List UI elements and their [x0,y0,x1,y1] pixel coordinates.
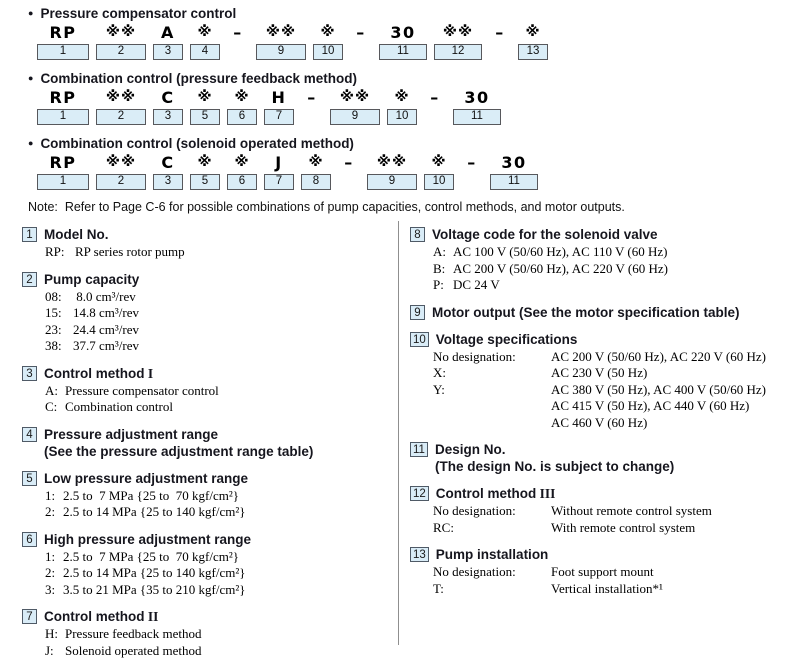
digit-position-box: 7 [264,174,294,190]
item-line-value: 24.4 cm³/rev [73,322,139,339]
item-header [410,441,789,475]
code-section [28,135,789,190]
item-body [433,349,789,432]
item-line-label: 2: [45,504,63,521]
code-separator [350,24,372,60]
code-segment [330,89,380,125]
item-line-value: AC 415 V (50 Hz), AC 440 V (60 Hz) [551,398,749,415]
item-line-value: Pressure feedback method [65,626,201,643]
item-line-label: J: [45,643,65,659]
item-line-value: AC 100 V (50/60 Hz), AC 110 V (60 Hz) [453,244,668,261]
item-titles [436,546,549,563]
item-title-text: Pressure adjustment range [44,427,218,442]
dash-glyph: – [307,89,317,106]
code-char: J [275,154,282,171]
item-title-text: Control method [44,609,145,624]
item-title [436,485,556,502]
digit-position-box: 5 [190,109,220,125]
item-line-label: 1: [45,488,63,505]
item-line [433,261,789,278]
explanation-item-9 [410,304,789,321]
item-titles [432,304,740,321]
item-title-text: Pump capacity [44,272,139,287]
digit-position-box: 11 [453,109,501,125]
code-separator [489,24,511,60]
digit-position-box: 2 [96,44,146,60]
code-char: ※※ [106,154,136,171]
code-section-title-row [28,5,789,22]
item-line [45,565,392,582]
item-title-text: Control method [44,366,145,381]
bullet-icon: ● [28,70,33,87]
code-segment [518,24,548,60]
item-titles [44,531,251,548]
item-line [45,322,392,339]
digit-position-box: 12 [434,44,482,60]
item-line [45,289,392,306]
item-title-text: Low pressure adjustment range [44,471,248,486]
item-title [436,331,578,348]
explanation-item-11 [410,441,789,475]
item-number-marker: 12 [410,486,429,501]
code-separator [338,154,360,190]
code-char: ※ [394,89,409,106]
item-titles [436,485,556,502]
item-number-marker: 9 [410,305,425,320]
digit-position-box: 4 [190,44,220,60]
item-line-label: A: [433,244,453,261]
code-segment [387,89,417,125]
item-title-text: Control method [436,486,537,501]
explanation-item-3 [22,365,392,416]
item-header [22,271,392,288]
model-code-row [37,24,789,60]
code-char: ※※ [266,24,296,41]
item-line-value: Vertical installation*¹ [551,581,663,598]
digit-position-box: 6 [227,109,257,125]
digit-position-box: 10 [313,44,343,60]
item-line-value: Pressure compensator control [65,383,219,400]
item-line [433,277,789,294]
item-line-value: Without remote control system [551,503,712,520]
item-titles [435,441,674,475]
item-line-label: B: [433,261,453,278]
item-line-label [433,398,551,415]
code-char: ※※ [443,24,473,41]
code-char: ※ [525,24,540,41]
code-char: ※ [234,154,249,171]
digit-position-box: 1 [37,174,89,190]
code-segment [37,154,89,190]
item-line-value: 37.7 cm³/rev [73,338,139,355]
item-title [44,365,153,382]
item-line-value: AC 200 V (50/60 Hz), AC 220 V (60 Hz) [551,349,766,366]
code-segment [227,89,257,125]
code-char: RP [49,24,76,41]
item-body [45,383,392,416]
explanation-item-2 [22,271,392,355]
item-line-value: 2.5 to 14 MPa {25 to 140 kgf/cm²} [63,565,245,582]
item-line-label: 3: [45,582,63,599]
code-char: ※※ [106,24,136,41]
item-line-label: No designation: [433,349,551,366]
item-line-value: 2.5 to 14 MPa {25 to 140 kgf/cm²} [63,504,245,521]
item-line-label: 23: [45,322,73,339]
item-title-text: Motor output (See the motor specification table) [432,305,740,320]
digit-position-box: 3 [153,109,183,125]
code-segment [190,154,220,190]
bullet-icon: ● [28,5,33,22]
item-header [22,531,392,548]
item-title [435,441,674,458]
item-header [410,485,789,502]
item-title-text: Pump installation [436,547,549,562]
item-title-text: Design No. [435,442,506,457]
code-segment [434,24,482,60]
dash-glyph: – [467,154,477,171]
item-line [45,399,392,416]
explanation-item-5 [22,470,392,521]
item-line-value: Solenoid operated method [65,643,201,659]
code-segment [96,154,146,190]
item-title-text: High pressure adjustment range [44,532,251,547]
item-line-label: H: [45,626,65,643]
item-line-value: AC 380 V (50 Hz), AC 400 V (50/60 Hz) [551,382,766,399]
explanation-item-1 [22,226,392,261]
item-titles [432,226,658,243]
code-segment [490,154,538,190]
digit-position-box: 9 [367,174,417,190]
item-line [45,305,392,322]
code-char: ※ [320,24,335,41]
item-line [45,338,392,355]
code-char: ※ [197,24,212,41]
item-body [433,564,789,597]
code-char: 30 [464,89,489,106]
code-sections [28,5,789,190]
item-titles [44,426,313,460]
item-title [44,470,248,487]
item-titles [436,331,578,348]
code-segment [96,89,146,125]
code-segment [190,89,220,125]
item-header [22,226,392,243]
code-section [28,5,789,60]
note-text: Note: Refer to Page C-6 for possible combinations of pump capacities, control methods, and motor outputs. [28,200,789,214]
code-segment [301,154,331,190]
digit-position-box: 3 [153,174,183,190]
code-section [28,70,789,125]
item-line-label: No designation: [433,564,551,581]
code-char: ※※ [340,89,370,106]
item-line-label: RC: [433,520,551,537]
item-number-marker: 1 [22,227,37,242]
item-line [433,244,789,261]
item-header [22,608,392,625]
item-line [45,582,392,599]
digit-position-box: 8 [301,174,331,190]
code-segment [264,89,294,125]
item-line-label: C: [45,399,65,416]
item-title [44,271,139,288]
item-titles [44,226,109,243]
item-body [45,244,392,261]
item-title-roman-numeral: III [536,486,555,501]
item-header [22,470,392,487]
code-segment [153,154,183,190]
dash-glyph: – [344,154,354,171]
item-line-value: Foot support mount [551,564,654,581]
code-segment [190,24,220,60]
item-number-marker: 10 [410,332,429,347]
right-column [399,221,789,645]
item-line-value: 14.8 cm³/rev [73,305,139,322]
item-line [433,520,789,537]
code-segment [264,154,294,190]
item-line-label: 1: [45,549,63,566]
code-char: ※ [197,154,212,171]
digit-position-box: 9 [256,44,306,60]
item-number-marker: 13 [410,547,429,562]
item-line-value: AC 230 V (50 Hz) [551,365,647,382]
item-body [45,488,392,521]
code-segment [313,24,343,60]
item-titles [44,470,248,487]
item-line-value: AC 460 V (60 Hz) [551,415,647,432]
item-number-marker: 3 [22,366,37,381]
item-line-value: 3.5 to 21 MPa {35 to 210 kgf/cm²} [63,582,245,599]
code-segment [227,154,257,190]
item-line-value: With remote control system [551,520,695,537]
item-header [410,226,789,243]
code-char: C [161,89,174,106]
item-line [45,643,392,659]
item-title [436,546,549,563]
item-line [433,503,789,520]
item-line-label: RP: [45,244,75,261]
digit-position-box: 11 [379,44,427,60]
code-segment [367,154,417,190]
item-subtitle: (See the pressure adjustment range table) [44,443,313,460]
code-char: ※※ [377,154,407,171]
explanation-item-4 [22,426,392,460]
item-title [432,226,658,243]
digit-position-box: 10 [387,109,417,125]
digit-position-box: 9 [330,109,380,125]
digit-position-box: 2 [96,174,146,190]
model-code-row [37,89,789,125]
item-titles [44,608,158,625]
explanation-item-12 [410,485,789,536]
code-char: H [272,89,287,106]
item-line [433,398,789,415]
digit-position-box: 6 [227,174,257,190]
item-number-marker: 11 [410,442,428,457]
item-line-label: Y: [433,382,551,399]
item-body [45,549,392,599]
code-section-title: Combination control (pressure feedback method) [40,71,357,86]
item-line-label: 2: [45,565,63,582]
code-separator [461,154,483,190]
explanation-item-13 [410,546,789,597]
item-body [433,244,789,294]
item-line [433,564,789,581]
code-separator [424,89,446,125]
item-line [45,383,392,400]
item-line [45,488,392,505]
item-title [44,608,158,625]
code-char: ※※ [106,89,136,106]
dash-glyph: – [356,24,366,41]
code-char: ※ [431,154,446,171]
code-char: ※ [197,89,212,106]
code-char: ※ [308,154,323,171]
digit-position-box: 1 [37,44,89,60]
item-titles [44,365,153,382]
explanation-item-10 [410,331,789,432]
item-line-label: 15: [45,305,73,322]
item-line-label: 08: [45,289,73,306]
digit-position-box: 10 [424,174,454,190]
item-titles [44,271,139,288]
item-line [45,504,392,521]
item-title-text: Voltage specifications [436,332,578,347]
code-char: RP [49,89,76,106]
code-separator [227,24,249,60]
item-body [433,503,789,536]
item-line-value: 8.0 cm³/rev [73,289,136,306]
item-line-value: RP series rotor pump [75,244,185,261]
item-line [433,349,789,366]
item-number-marker: 7 [22,609,37,624]
bullet-icon: ● [28,135,33,152]
item-line-label [433,415,551,432]
code-char: A [161,24,175,41]
item-line-value: DC 24 V [453,277,500,294]
digit-position-box: 3 [153,44,183,60]
item-title [44,426,313,443]
model-code-row [37,154,789,190]
dash-glyph: – [430,89,440,106]
code-section-title-row [28,70,789,87]
code-segment [453,89,501,125]
item-line-label: No designation: [433,503,551,520]
code-segment [256,24,306,60]
digit-position-box: 13 [518,44,548,60]
left-column [0,221,399,645]
item-body [45,626,392,659]
item-line-value: AC 200 V (50/60 Hz), AC 220 V (60 Hz) [453,261,668,278]
code-segment [37,24,89,60]
item-number-marker: 6 [22,532,37,547]
item-header [22,365,392,382]
item-title-text: Model No. [44,227,109,242]
item-line [45,244,392,261]
code-segment [424,154,454,190]
explanation-columns [0,221,789,645]
item-body [45,289,392,355]
code-segment [153,89,183,125]
code-char: RP [49,154,76,171]
item-number-marker: 4 [22,427,37,442]
item-number-marker: 2 [22,272,37,287]
code-char: 30 [390,24,415,41]
digit-position-box: 5 [190,174,220,190]
digit-position-box: 7 [264,109,294,125]
item-header [22,426,392,460]
code-section-title: Pressure compensator control [40,6,236,21]
code-segment [153,24,183,60]
item-subtitle: (The design No. is subject to change) [435,458,674,475]
item-header [410,546,789,563]
item-title-roman-numeral: II [145,609,159,624]
item-line-label: A: [45,383,65,400]
dash-glyph: – [495,24,505,41]
item-title [44,226,109,243]
digit-position-box: 2 [96,109,146,125]
item-number-marker: 8 [410,227,425,242]
item-title [432,304,740,321]
digit-position-box: 1 [37,109,89,125]
item-line [433,415,789,432]
item-title-text: Voltage code for the solenoid valve [432,227,658,242]
explanation-item-6 [22,531,392,599]
code-segment [96,24,146,60]
item-header [410,331,789,348]
code-section-title-row [28,135,789,152]
item-line [45,626,392,643]
item-title-roman-numeral: I [145,366,154,381]
item-line-label: P: [433,277,453,294]
code-char: ※ [234,89,249,106]
item-header [410,304,789,321]
dash-glyph: – [233,24,243,41]
item-line-label: X: [433,365,551,382]
item-line [433,365,789,382]
item-line-value: Combination control [65,399,173,416]
code-char: 30 [501,154,526,171]
code-segment [37,89,89,125]
digit-position-box: 11 [490,174,538,190]
item-line [433,382,789,399]
item-line-label: 38: [45,338,73,355]
item-number-marker: 5 [22,471,37,486]
code-segment [379,24,427,60]
explanation-item-8 [410,226,789,294]
item-line-value: 2.5 to 7 MPa {25 to 70 kgf/cm²} [63,549,239,566]
item-line [45,549,392,566]
item-line [433,581,789,598]
item-line-label: T: [433,581,551,598]
explanation-item-7 [22,608,392,659]
code-char: C [161,154,174,171]
code-section-title: Combination control (solenoid operated method) [40,136,354,151]
item-line-value: 2.5 to 7 MPa {25 to 70 kgf/cm²} [63,488,239,505]
code-separator [301,89,323,125]
item-title [44,531,251,548]
model-code-area [0,0,789,214]
